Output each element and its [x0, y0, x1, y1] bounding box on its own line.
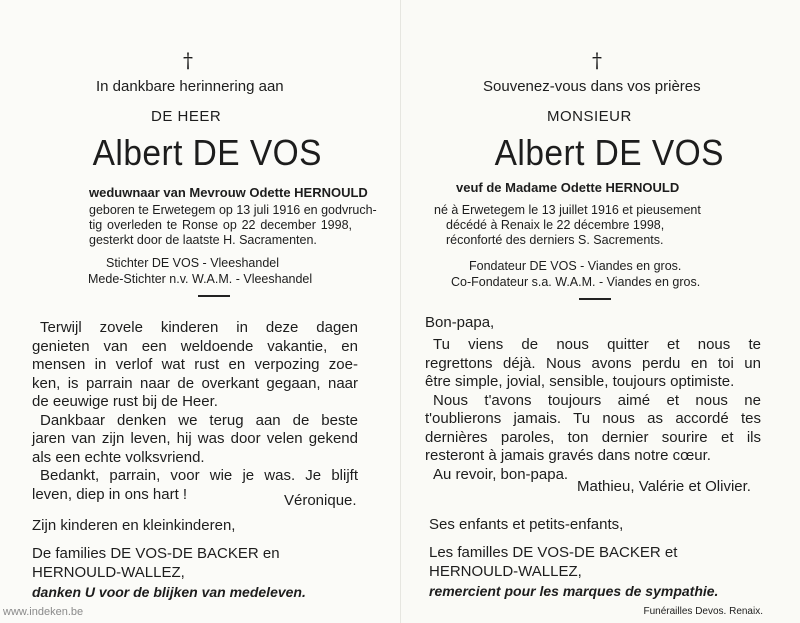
cross-icon: † [592, 48, 602, 72]
signature: Mathieu, Valérie et Olivier. [577, 478, 751, 495]
bio-line: tig overleden te Ronse op 22 december 1998, [89, 218, 352, 232]
honorific: DE HEER [151, 108, 222, 125]
thanks-line: remercient pour les marques de sympathie. [429, 583, 719, 599]
poem-line: être simple, jovial, sensible, toujours optimiste. [425, 373, 735, 390]
poem-line: mensen in verlof wat rust en verpozing zoe- [32, 356, 358, 373]
family-line: Zijn kinderen en kleinkinderen, [32, 517, 236, 534]
spouse-line: veuf de Madame Odette HERNOULD [456, 180, 680, 195]
signature: Véronique. [284, 492, 357, 509]
poem-line: leven, diep in ons hart ! [32, 485, 188, 503]
intro-text: Souvenez-vous dans vos prières [483, 78, 701, 95]
cross-icon: † [183, 48, 193, 72]
poem-line: Dankbaar denken we terug aan de beste [40, 411, 358, 429]
family-line: HERNOULD-WALLEZ, [32, 564, 185, 581]
poem-line: Nous t'avons toujours aimé et nous ne [433, 391, 761, 409]
watermark: www.indeken.be [3, 606, 84, 618]
bio-line: décédé à Renaix le 22 décembre 1998, [446, 218, 665, 232]
greeting: Bon-papa, [425, 314, 495, 331]
poem [425, 336, 761, 484]
french-memorial-card [400, 0, 800, 623]
family-line: De families DE VOS-DE BACKER en [32, 545, 280, 562]
role-line: Co-Fondateur s.a. W.A.M. - Viandes en gros. [451, 275, 701, 289]
poem-line: Terwijl zovele kinderen in deze dagen [40, 319, 358, 336]
role-line: Stichter DE VOS - Vleeshandel [106, 256, 279, 270]
printer-credit: Funérailles Devos. Renaix. [643, 606, 763, 617]
poem-line: resteront à jamais gravés dans notre cœur. [425, 447, 711, 464]
deceased-name: Albert DE VOS [92, 132, 322, 173]
poem-line: Au revoir, bon-papa. [433, 465, 569, 483]
poem-line: de eeuwige rust bij de Heer. [32, 393, 218, 410]
role-line: Mede-Stichter n.v. W.A.M. - Vleeshandel [88, 272, 313, 286]
bio-line: réconforté des derniers S. Sacrements. [446, 233, 664, 247]
bio-line: né à Erwetegem le 13 juillet 1916 et pieusement [434, 203, 701, 217]
bio-text [434, 203, 724, 248]
poem [32, 319, 358, 504]
poem-line: ken, is parrain naar de overkant gegaan, naar [32, 374, 358, 392]
poem-line: regrettons déjà. Nous avons perdu en toi un [425, 354, 761, 372]
family-line: Les familles DE VOS-DE BACKER et [429, 544, 678, 561]
divider [579, 298, 611, 300]
role-line: Fondateur DE VOS - Viandes en gros. [469, 259, 682, 273]
poem-line: Bedankt, parrain, voor wie je was. Je blijft [40, 467, 358, 484]
thanks-line: danken U voor de blijken van medeleven. [32, 584, 306, 600]
family-line: HERNOULD-WALLEZ, [429, 563, 582, 580]
bio-text [89, 203, 377, 248]
intro-text: In dankbare herinnering aan [96, 78, 284, 95]
honorific: MONSIEUR [547, 108, 632, 125]
poem-line: genieten van een weldoende vakantie, en [32, 337, 358, 355]
deceased-name: Albert DE VOS [494, 132, 724, 173]
poem-line: als een echte volksvriend. [32, 448, 205, 466]
divider [198, 295, 230, 297]
bio-line: geboren te Erwetegem op 13 juli 1916 en godvruch- [89, 203, 377, 217]
family-line: Ses enfants et petits-enfants, [429, 516, 624, 533]
poem-line: dernières paroles, ton dernier sourire et ils [425, 428, 761, 446]
poem-line: t'oublierons jamais. Tu nous as accordé tes [425, 410, 761, 427]
poem-line: jaren van zijn leven, hij was door velen gekend [32, 430, 358, 447]
bio-line: gesterkt door de laatste H. Sacramenten. [89, 233, 317, 247]
poem-line: Tu viens de nous quitter et nous te [433, 336, 761, 353]
spouse-line: weduwnaar van Mevrouw Odette HERNOULD [89, 185, 368, 200]
